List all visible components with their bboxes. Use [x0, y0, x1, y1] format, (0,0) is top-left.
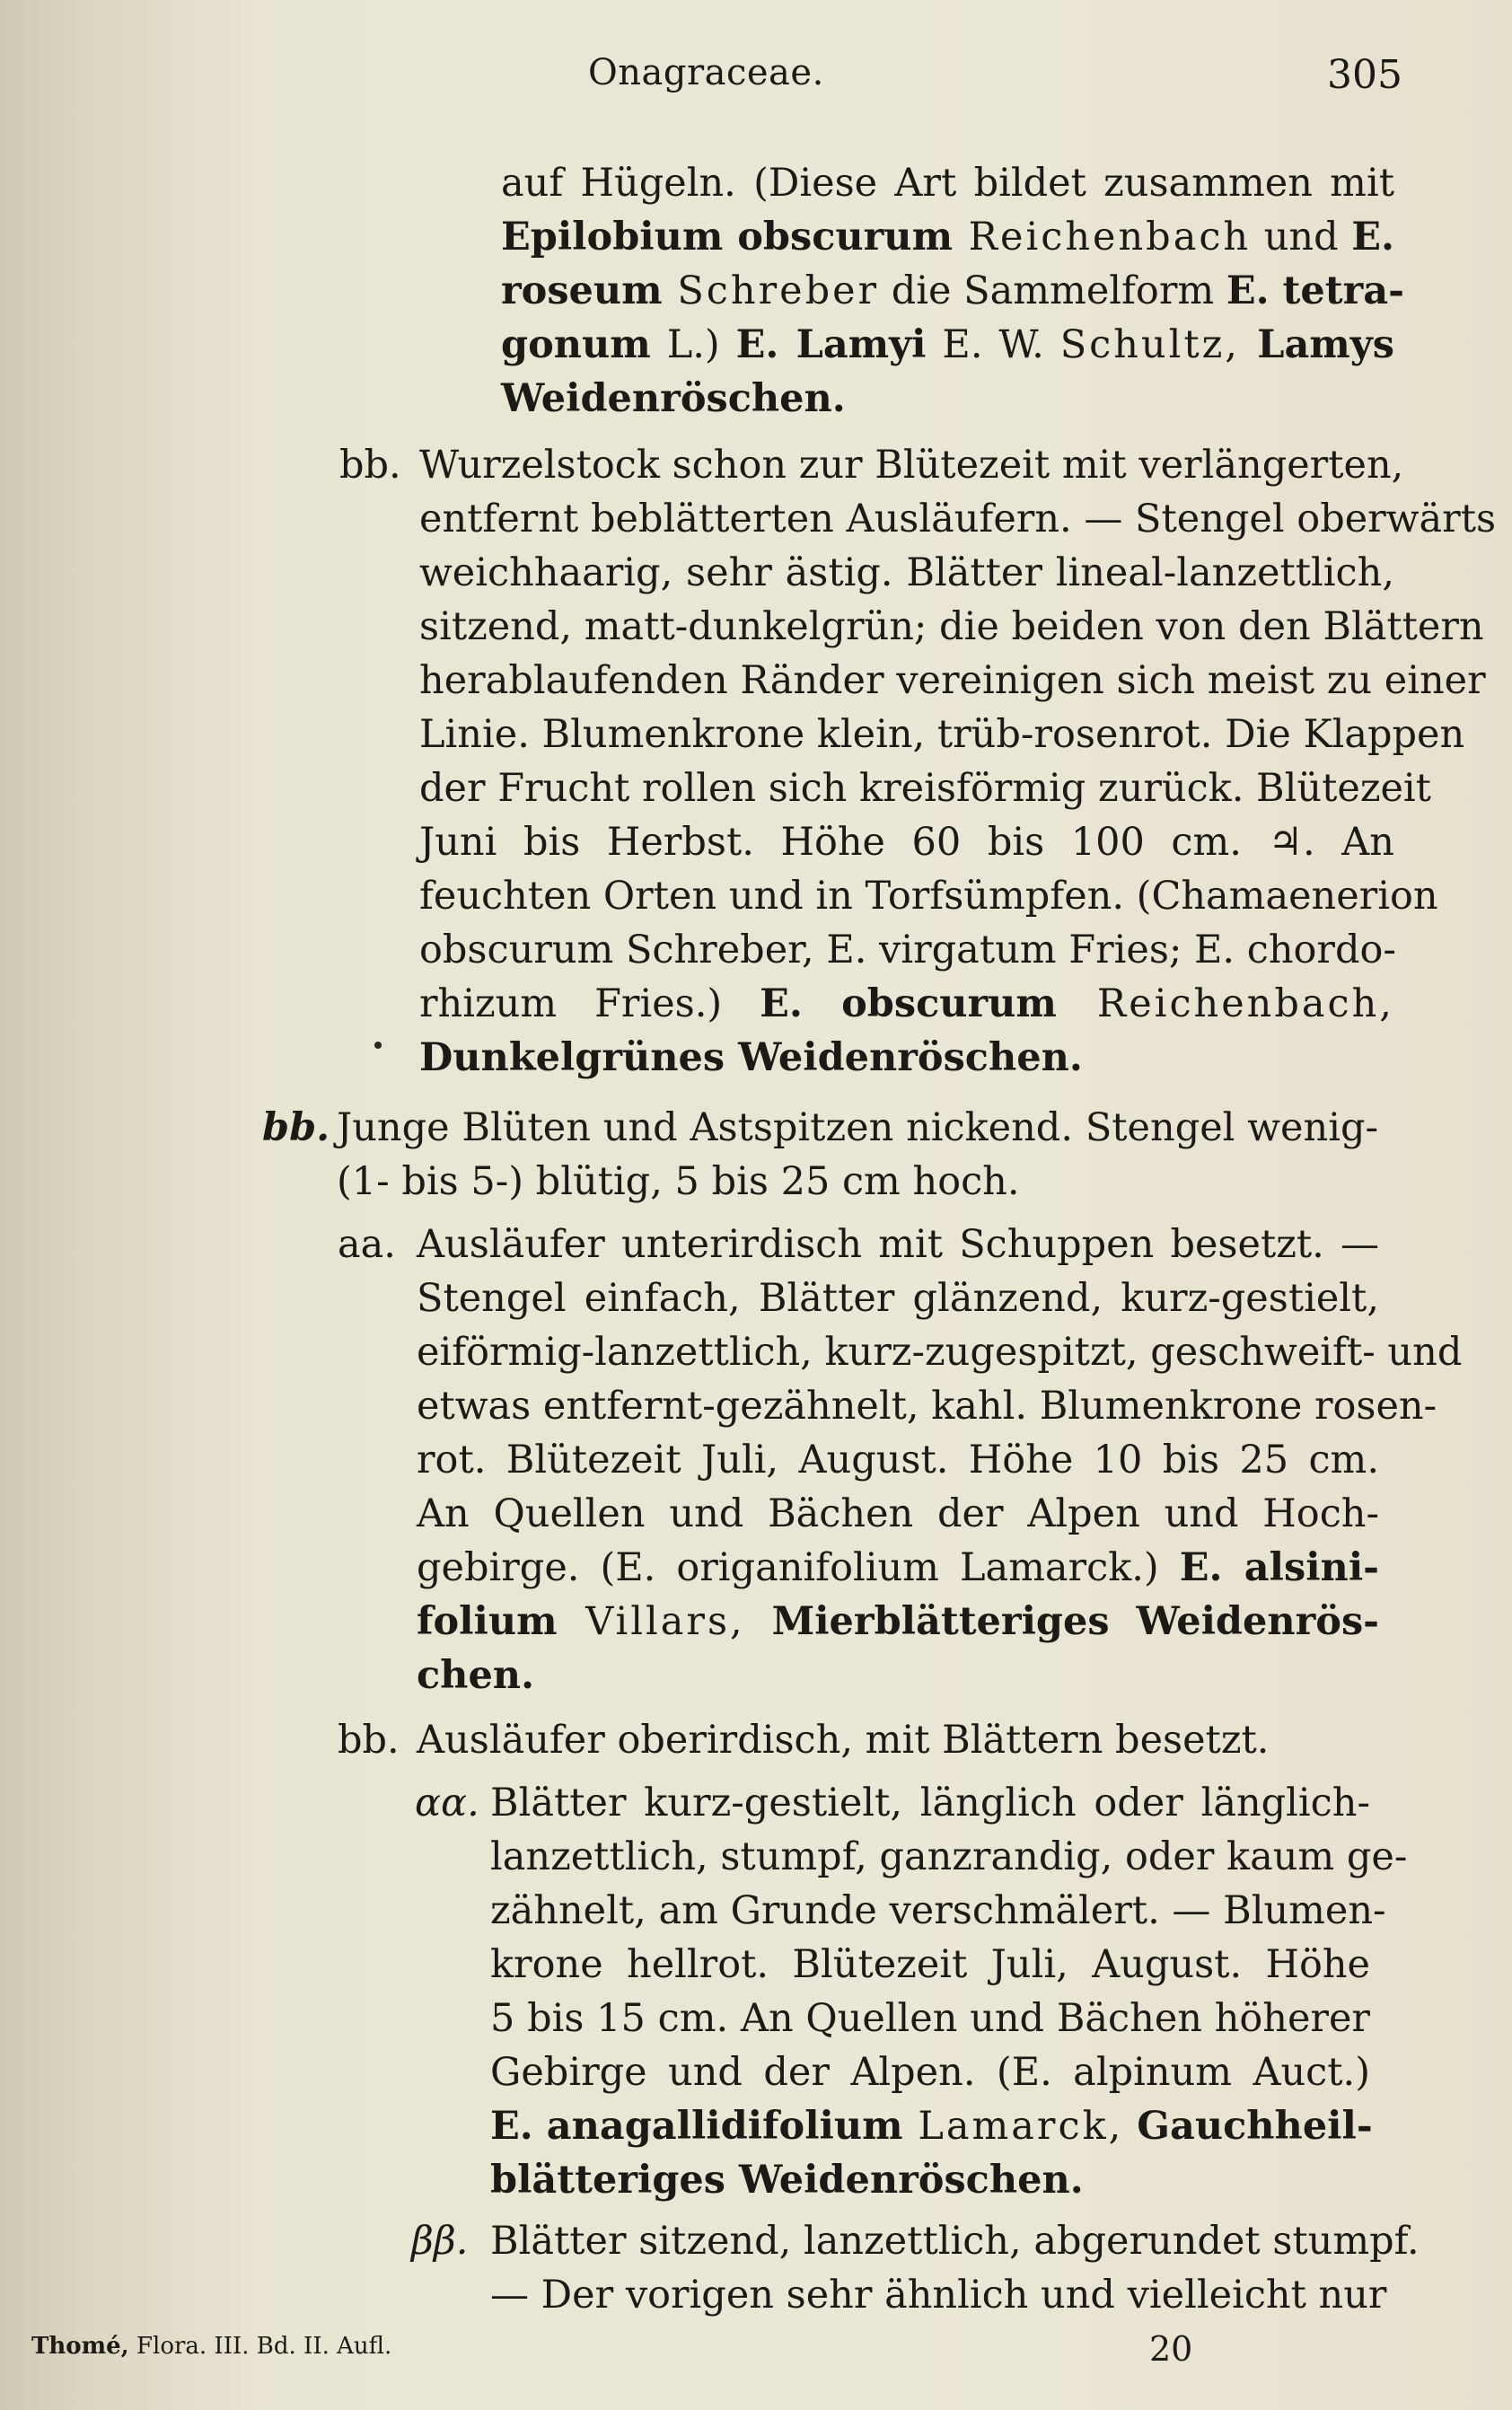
text-line — [501, 156, 1394, 210]
text-run: — Der vorigen sehr ähnlich und vielleicht nur — [490, 2273, 1387, 2318]
text-run: lanzettlich, stumpf, ganzrandig, oder kaum ge- — [490, 1834, 1408, 1879]
bold-run: Lamys — [1239, 322, 1394, 367]
text-run: Ausläufer oberirdisch, mit Blättern besetzt. — [417, 1718, 1270, 1763]
text-run: (1- bis 5-) blütig, 5 bis 25 cm hoch. — [337, 1159, 1020, 1204]
ink-dot — [374, 1042, 382, 1049]
text-run: L.) — [650, 322, 736, 367]
text-line — [490, 2214, 1420, 2268]
bold-run: E. anagallidifolium — [490, 2104, 903, 2149]
spaced-run: Schultz, — [1059, 322, 1240, 367]
bold-run: Epilobium obscurum — [501, 215, 954, 259]
text-line — [417, 1218, 1379, 1271]
text-run: Gebirge und der Alpen. (E. alpinum Auct.) — [490, 2050, 1370, 2095]
text-line — [419, 815, 1394, 869]
text-run: entfernt beblätterten Ausläufern. — Stengel oberwärts — [419, 497, 1497, 541]
text-run: der Frucht rollen sich kreisförmig zurück. Blütezeit — [419, 766, 1431, 811]
bold-run: Gauchheil- — [1123, 2104, 1373, 2149]
footer-imprint — [31, 2333, 391, 2360]
bold-run: E. tetra- — [1226, 268, 1404, 313]
text-line — [419, 600, 1484, 654]
text-run: Junge Blüten und Astspitzen nickend. Stengel wenig- — [337, 1105, 1378, 1150]
text-line — [419, 708, 1465, 761]
key-marker: bb. — [339, 443, 401, 488]
text-run: 5 bis 15 cm. An Quellen und Bächen höherer — [490, 1996, 1370, 2041]
text-line — [490, 2099, 1373, 2153]
text-line — [417, 1487, 1379, 1541]
text-line — [501, 210, 1394, 264]
text-run: die Sammelform — [879, 268, 1226, 313]
key-marker: ββ. — [411, 2219, 469, 2264]
text-line — [417, 1649, 1379, 1702]
spaced-run: Lamarck, — [902, 2104, 1124, 2149]
key-entry-nodding — [337, 1101, 1378, 1209]
text-line — [419, 654, 1486, 708]
bold-run: E. — [1351, 215, 1394, 259]
text-line — [419, 923, 1394, 977]
page-header — [0, 52, 1512, 106]
text-run: obscurum Schreber, E. virgatum Fries; E. chordo- — [419, 928, 1396, 972]
text-run: rhizum Fries.) — [419, 981, 760, 1026]
text-run: zähnelt, am Grunde verschmälert. — Blumen- — [490, 1888, 1386, 1933]
text-line — [417, 1541, 1379, 1595]
page-number: 305 — [1327, 52, 1402, 98]
key-entry-alsinifolium — [417, 1218, 1463, 1702]
text-run: Blätter kurz-gestielt, länglich oder länglich- — [490, 1781, 1370, 1825]
spaced-run: Villars, — [557, 1599, 745, 1644]
text-run: Ausläufer unterirdisch mit Schuppen besetzt. — — [417, 1222, 1379, 1267]
text-line — [417, 1713, 1379, 1767]
text-line — [490, 2268, 1387, 2322]
bold-run: folium — [417, 1599, 558, 1644]
bold-run: E. obscurum — [760, 981, 1057, 1026]
text-line — [417, 1595, 1379, 1649]
text-line — [501, 264, 1404, 318]
text-line — [490, 2045, 1370, 2099]
bold-run: E. Lamyi — [735, 322, 927, 367]
text-line — [417, 1433, 1379, 1487]
key-entry-sessile — [490, 2214, 1420, 2322]
key-entry-anagallidifolium — [490, 1776, 1408, 2207]
text-run: feuchten Orten und in Torfsümpfen. (Chamaenerion — [419, 874, 1438, 919]
key-marker: bb. — [262, 1105, 330, 1150]
text-line — [419, 977, 1394, 1031]
spaced-run: Schreber — [662, 268, 880, 313]
bold-run: roseum — [501, 268, 663, 313]
imprint-volume: Flora. III. Bd. II. Aufl. — [136, 2333, 392, 2360]
spaced-run: Reichenbach — [953, 215, 1252, 259]
text-run: Juni bis Herbst. Höhe 60 bis 100 cm. ♃. An — [419, 820, 1394, 865]
text-run: herablaufenden Ränder vereinigen sich meist zu einer — [419, 658, 1486, 703]
bold-run: gonum — [501, 322, 651, 367]
text-line — [417, 1271, 1379, 1325]
text-run: auf Hügeln. (Diese Art bildet zusammen mit — [501, 161, 1394, 206]
text-line — [490, 1776, 1370, 1830]
text-line — [419, 761, 1431, 815]
text-line — [490, 1830, 1408, 1884]
imprint-author: Thomé, — [31, 2333, 129, 2360]
spaced-run: Reichenbach, — [1056, 981, 1394, 1026]
text-line — [490, 1938, 1370, 1992]
text-line — [490, 1884, 1386, 1938]
text-run: etwas entfernt-gezähnelt, kahl. Blumenkrone rosen- — [417, 1384, 1437, 1429]
text-line — [419, 438, 1404, 492]
text-line — [417, 1325, 1463, 1379]
text-line — [490, 1992, 1370, 2045]
key-marker: αα. — [415, 1781, 479, 1825]
text-line — [337, 1101, 1378, 1155]
bold-run: chen. — [417, 1653, 535, 1698]
text-line — [490, 2153, 1370, 2207]
text-run: weichhaarig, sehr ästig. Blätter lineal-lanzettlich, — [419, 550, 1394, 595]
text-line — [419, 869, 1438, 923]
text-run: gebirge. (E. origanifolium Lamarck.) — [417, 1545, 1180, 1590]
text-run: und — [1251, 215, 1352, 259]
text-run: rot. Blütezeit Juli, August. Höhe 10 bis 25 cm. — [417, 1438, 1379, 1482]
text-run: Stengel einfach, Blätter glänzend, kurz-gestielt, — [417, 1276, 1379, 1321]
text-run: krone hellrot. Blütezeit Juli, August. Höhe — [490, 1942, 1370, 1987]
text-run: eiförmig-lanzettlich, kurz-zugespitzt, geschweift- und — [417, 1330, 1463, 1375]
key-entry-above-ground — [417, 1713, 1379, 1767]
text-run: Linie. Blumenkrone klein, trüb-rosenrot. Die Klappen — [419, 712, 1465, 757]
text-line — [419, 492, 1497, 546]
key-marker: aa. — [338, 1222, 396, 1267]
text-run: An Quellen und Bächen der Alpen und Hoch- — [417, 1491, 1379, 1536]
text-line — [337, 1155, 1378, 1209]
text-line — [419, 546, 1394, 600]
sheet-signature: 20 — [1149, 2329, 1193, 2369]
bold-run: Mierblätteriges Weidenrös- — [744, 1599, 1379, 1644]
text-line — [501, 318, 1394, 372]
text-run: sitzend, matt-dunkelgrün; die beiden von den Blättern — [419, 604, 1484, 649]
key-entry-obscurum — [419, 438, 1497, 1085]
text-line — [501, 372, 1394, 426]
bold-run: Dunkelgrünes Weidenröschen. — [419, 1035, 1083, 1080]
text-line — [419, 1031, 1394, 1085]
bold-run: blätteriges Weidenröschen. — [490, 2158, 1084, 2203]
bold-run: Weidenröschen. — [501, 376, 846, 421]
text-run: Wurzelstock schon zur Blütezeit mit verlängerten, — [419, 443, 1404, 488]
key-marker: bb. — [338, 1718, 400, 1763]
bold-run: E. alsini- — [1179, 1545, 1379, 1590]
text-run: E. W. — [926, 322, 1060, 367]
text-run: Blätter sitzend, lanzettlich, abgerundet stumpf. — [490, 2219, 1420, 2264]
text-line — [417, 1379, 1437, 1433]
paragraph-continuation — [501, 156, 1404, 426]
running-title: Onagraceae. — [588, 52, 824, 93]
